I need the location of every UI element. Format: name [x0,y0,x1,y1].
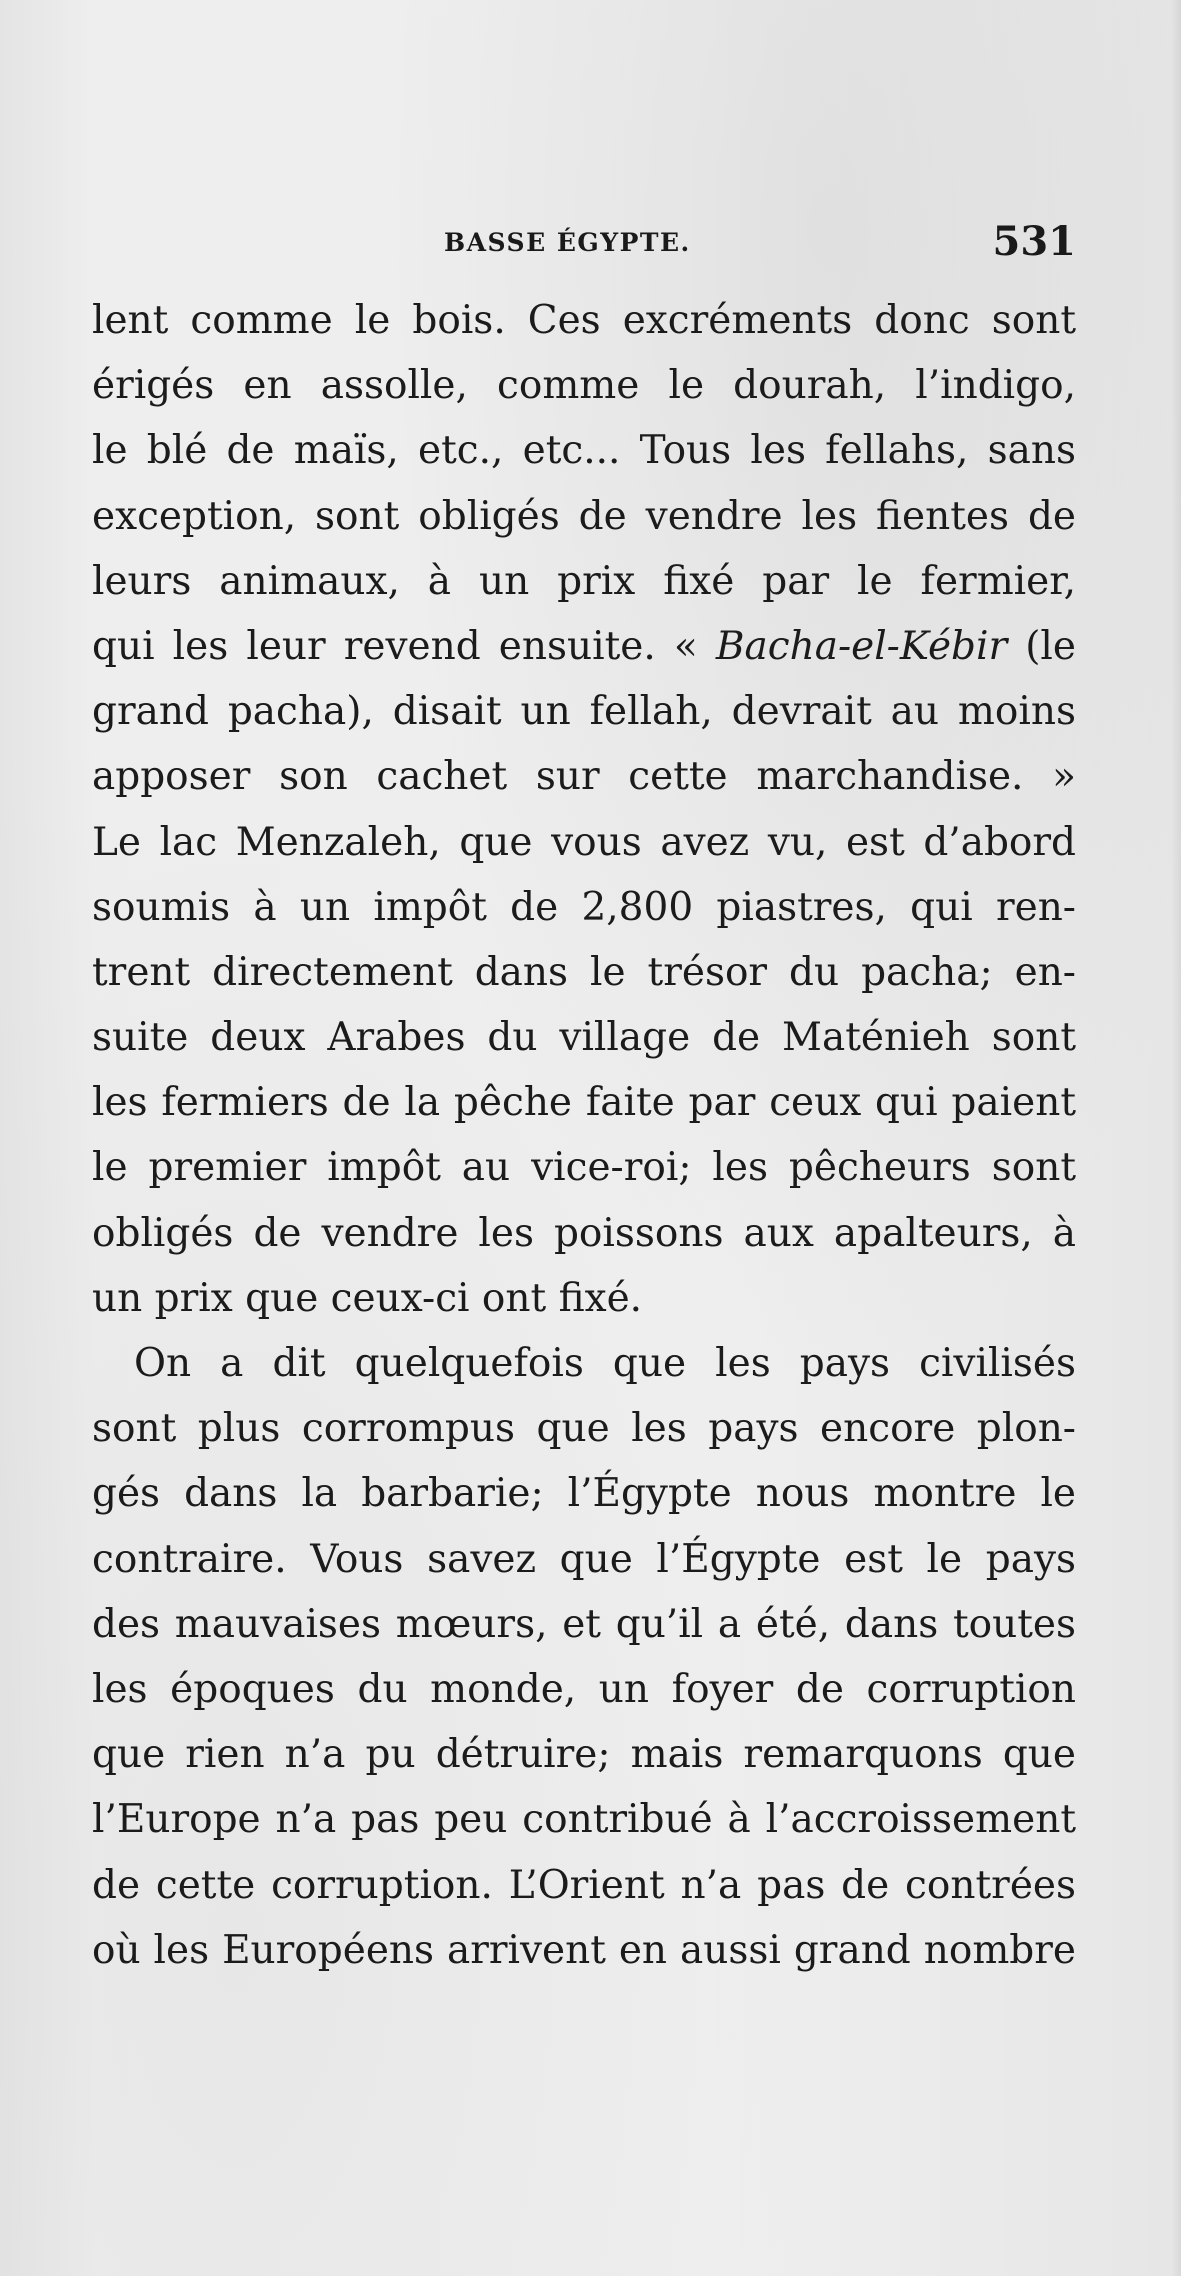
italic-term: Bacha-el-Kébir [715,623,1008,669]
text-line: exception, sont obligés de vendre les fientes de [92,493,1076,539]
text-line: lent comme le bois. Ces excréments donc sont [92,298,1076,343]
text-line: suite deux Arabes du village de Maténieh sont [92,1015,1076,1061]
text-line [92,614,1076,679]
text-line: Le lac Menzaleh, que vous avez vu, est d’abord [92,819,1076,865]
text-line: On a dit quelquefois que les pays civilisés [134,1341,1076,1386]
text-segment: qui les leur revend ensuite. « [92,623,716,669]
text-line: contraire. Vous savez que l’Égypte est le pays [92,1536,1076,1582]
text-line: soumis à un impôt de 2,800 piastres, qui ren- [92,884,1076,930]
text-line: un prix que ceux-ci ont fixé. [92,1275,643,1321]
text-line: érigés en assolle, comme le dourah, l’indigo, [92,363,1076,409]
text-line: que rien n’a pu détruire; mais remarquons que [92,1732,1076,1778]
text-line: apposer son cachet sur cette marchandise. » [92,754,1076,800]
text-line: le blé de maïs, etc., etc... Tous les fellahs, sans [92,428,1076,474]
text-segment: (le [1007,623,1076,669]
text-line: gés dans la barbarie; l’Égypte nous montre le [92,1471,1076,1517]
body-text [92,288,1076,1983]
page-edge-shadow [1171,0,1181,2276]
text-line: leurs animaux, à un prix fixé par le fermier, [92,558,1076,604]
text-line: l’Europe n’a pas peu contribué à l’accroissement [92,1797,1076,1843]
text-line: de cette corruption. L’Orient n’a pas de contrées [92,1862,1076,1908]
running-title: BASSE ÉGYPTE. [444,228,691,257]
text-line: le premier impôt au vice-roi; les pêcheurs sont [92,1145,1076,1191]
text-line: des mauvaises mœurs, et qu’il a été, dans toutes [92,1601,1076,1647]
text-line: trent directement dans le trésor du pacha; en- [92,949,1076,995]
text-line: les fermiers de la pêche faite par ceux qui paient [92,1080,1076,1126]
text-line: grand pacha), disait un fellah, devrait au moins [92,689,1076,735]
page-header [92,218,1076,268]
text-line: où les Européens arrivent en aussi grand nombre [92,1927,1076,1973]
text-line: les époques du monde, un foyer de corruption [92,1666,1076,1712]
text-line: sont plus corrompus que les pays encore plon- [92,1406,1076,1452]
page-number: 531 [992,218,1076,265]
text-line: obligés de vendre les poissons aux apalteurs, à [92,1210,1076,1256]
